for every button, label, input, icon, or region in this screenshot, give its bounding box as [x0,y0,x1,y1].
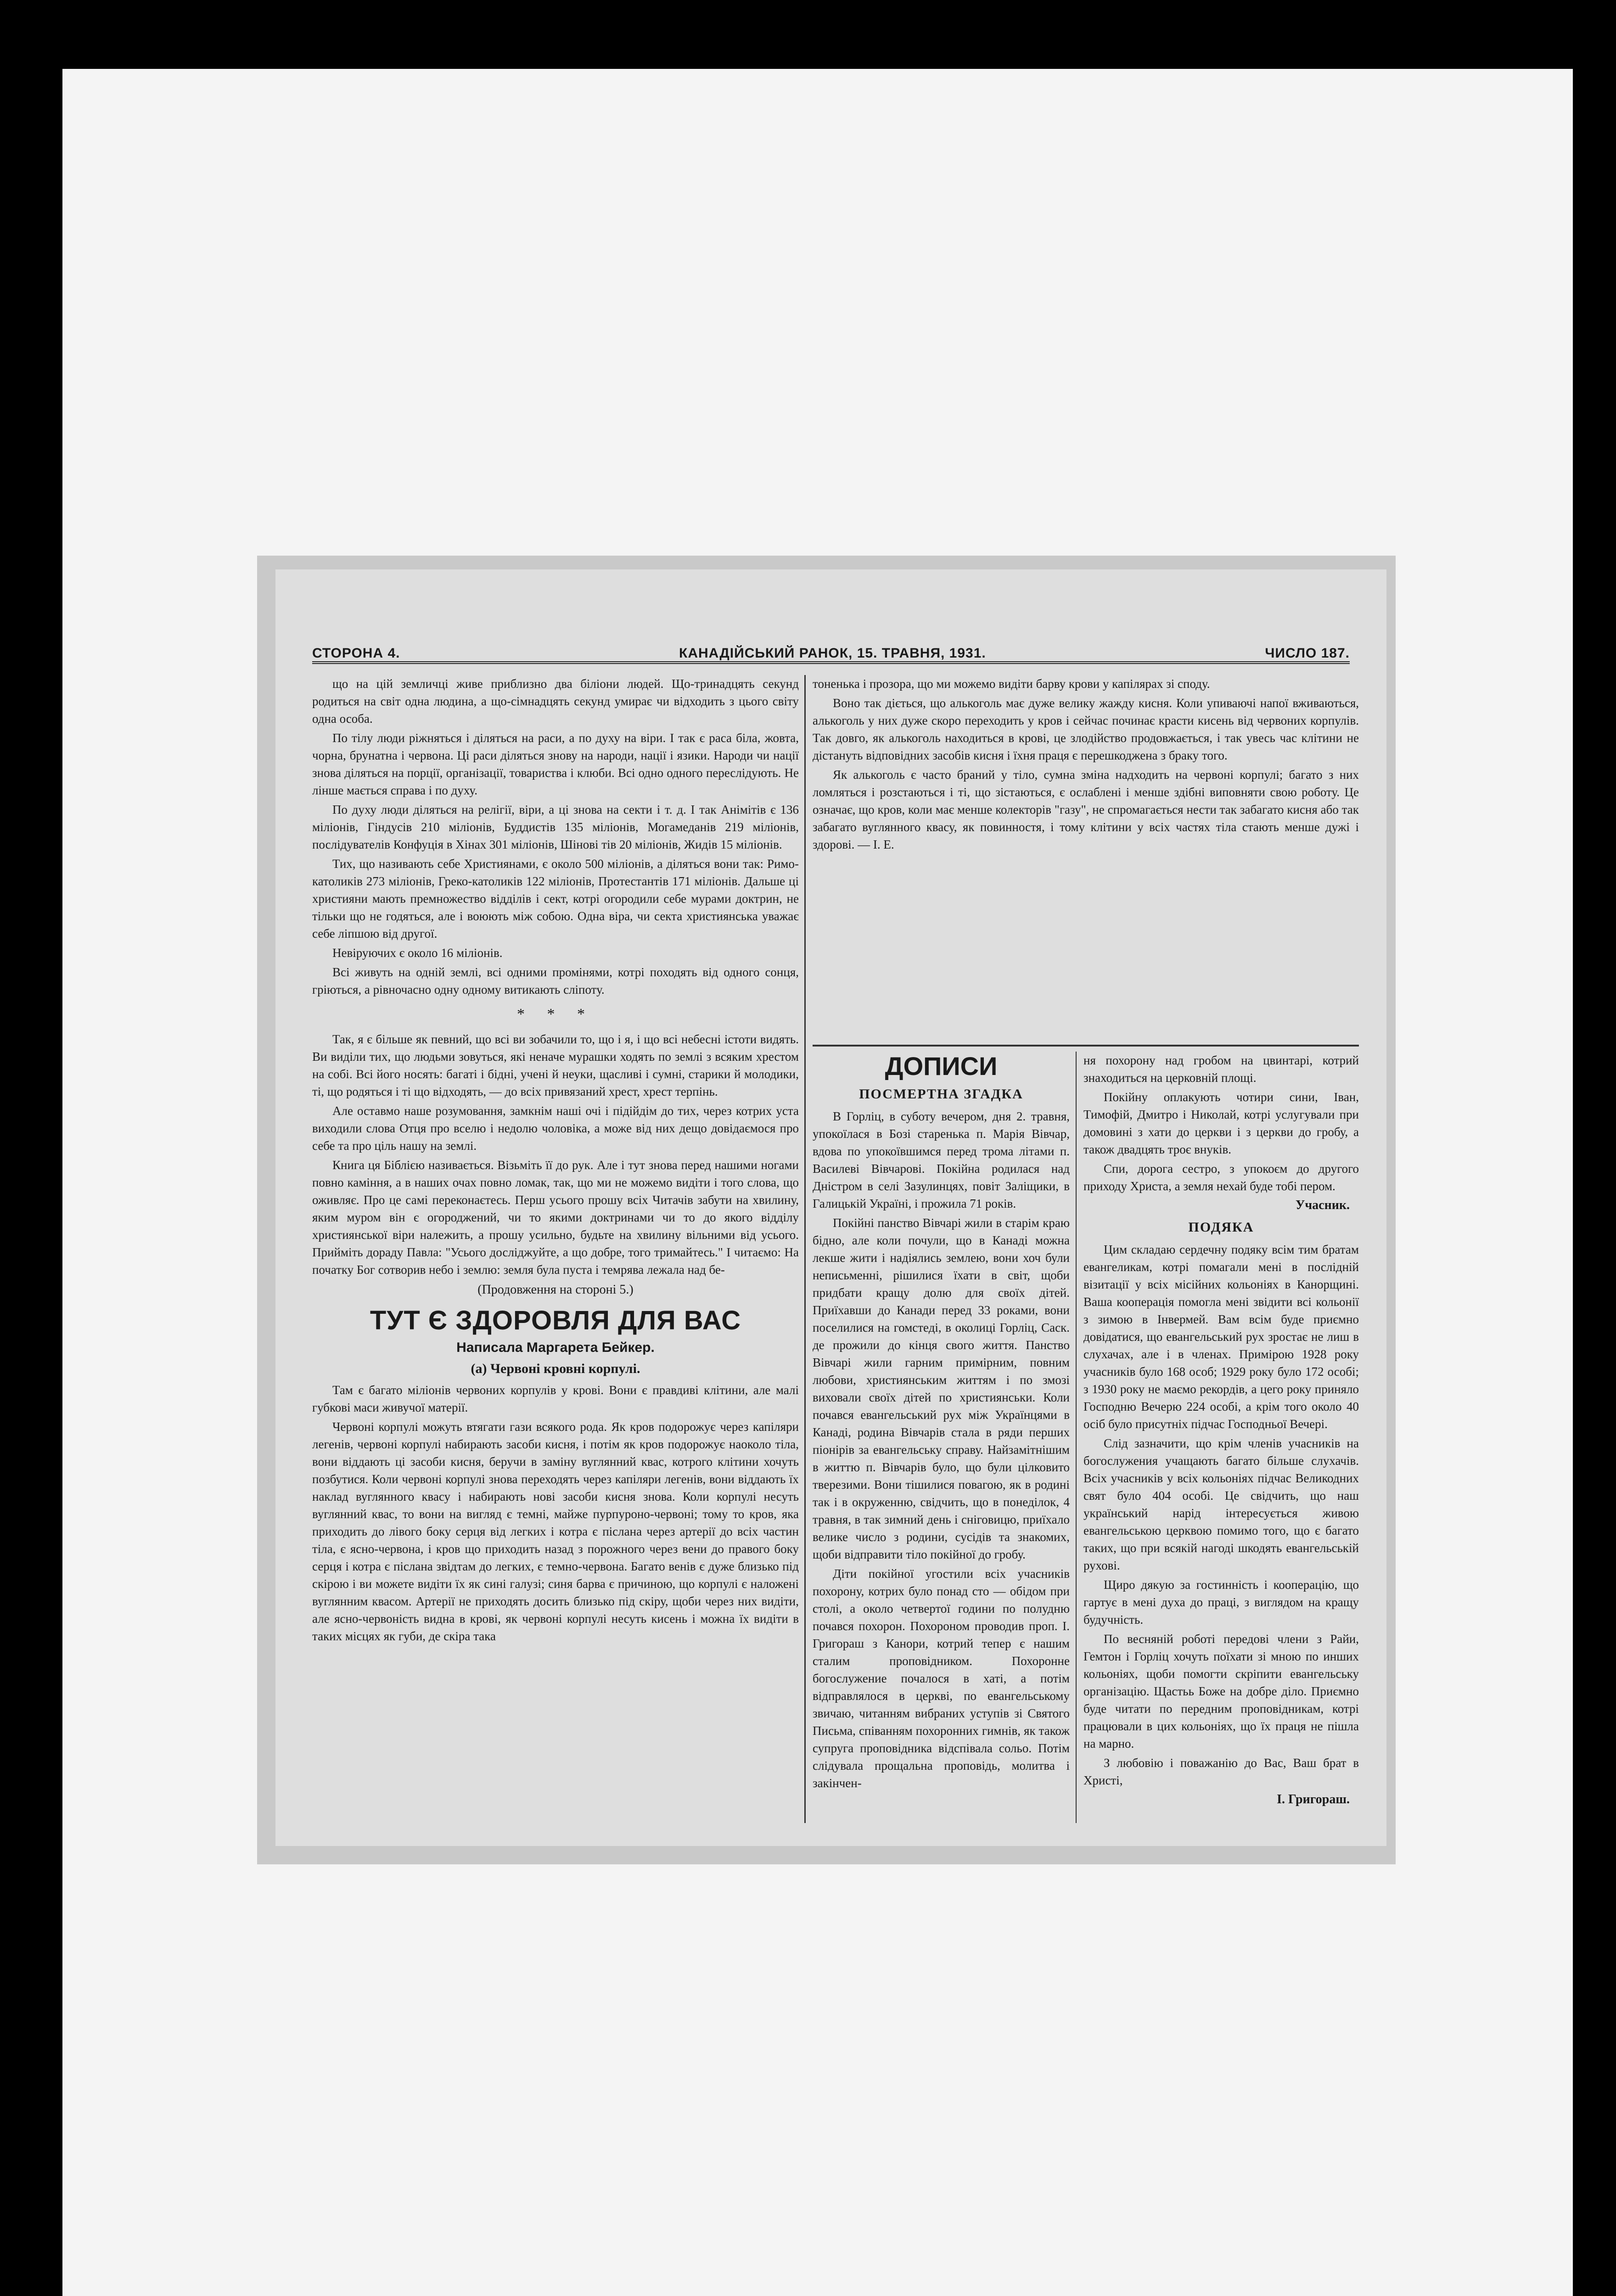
paragraph: Так, я є більше як певний, що всі ви зобачили то, що і я, і що всі небесні істоти видять. Ви виділи тих, що людьми зовуться, які неначе мурашки ходять по землі з всяким хрестом на собі. Всі його носять: багаті і бідні, учені й неуки, щасливі і сумні, старики й молодики, ті, що родяться і ті що відходять, — до всіх привязаний хрест, хрест терпінь. [312,1032,799,1098]
paragraph: Книга ця Біблією називається. Візьміть її до рук. Але і тут знова перед нашими ногами повно каміння, а в наших очах повно ломак, так, що ми не можемо видіти і того слова, що оживляє. Про це самі переконаєтесь. Перш усього прошу всіх Читачів забути на хвилину, яким муром він є огороджений, чи то якими доктринами чи то до якого відділу християнської віри належить, а прошу усильно, будьте на хвилину вільними від усього. Прийміть дораду Павла: "Усього досліджуйте, а що добре, того тримайтесь." І читаємо: На початку Бог сотворив небо і землю: земля була пуста і темрява лежала над бе- [312,1158,799,1277]
column-divider [1076,1052,1077,1823]
paragraph: ня похорону над гробом на цвинтарі, котрий знаходиться на церковній площі. [1083,1053,1359,1085]
paragraph: Червоні корпулі можуть втягати гази всякого рода. Як кров подорожує через капіляри легенів, червоні корпулі набирають засоби кисня, і потім як кров подорожує наоколо тіла, вони віддають ці засоби кисня, беручи в заміну вуглянний квас, котрого клітини хочуть позбутися. Коли червоні корпулі знова переходять через капіляри легенів, вони віддають їх наклад вуглянного квасу і набирають нові засоби кисня знова. Коли корпулі несуть вуглянний квас, то вони на вигляд є темні, майже пурпуроно-червоні; тому то кров, яка приходить до лівого боку серця від легких і котра є післана через артерії до всіх частин тіла, є ясно-червона, і кров що приходить назад з порожного через вени до правого боку серця і котра є післана звідтам до легких, є темно-червона. Багато венів є дуже близько під скірою і ви можете видіти їх як сині галузі; синя барва є причиною, що корпулі є наложені вуглянним квасом. Артерії не приходять досить близько під скіру, щоби через них видіти, але ясно-червоність видна в крові, як червоні корпулі несуть кисень і можна їх видіти в таких місцях як губи, де скіра така [312,1420,799,1643]
paragraph: Цим складаю сердечну подяку всім тим братам евангеликам, котрі помагали мені в послідній візитації у всіх місійних кольоніях в Канорщині. Ваша кооперація помогла мені звідити всі кольонії з зимою в Інвермей. Вам всім буде приємно довідатися, що евангельський рух зростає не лиш в слухачах, але і в членах. Примірою 1928 року учасників було 168 особ; 1929 року було 172 особі; з 1930 року не маємо рекордів, а цего року приняло Господню Вечерю 224 особі, а крім того около 40 осіб було присутніх підчас Господньої Вечері. [1083,1243,1359,1431]
paragraph: Тих, що називають себе Християнами, є около 500 міліонів, а діляться вони так: Римо-католиків 273 міліонів, Греко-католиків 122 міліонів, Протестантів 171 міліонів. Дальше ці християни мають премножество відділів і сект, котрі огородили себе мурами доктрин, не тільки що не годяться, але і воюють між собою. Одна віра, чи секта християнська уважає себе ліпшою від другої. [312,857,799,940]
issue-number: ЧИСЛО 187. [1265,646,1350,661]
paragraph: Як алькоголь є часто браний у тіло, сумна зміна надходить на червоні корпулі; багато з них ломляться і розстаються і ті, що зістаються, є ослаблені і менше здібні виповняти свою роботу. Це означає, що кров, коли має менше колекторів "газу", не спромагається нести так забагато кисня або так забагато вуглянного квасу, як повинностя, і тому клітини у всіх частях тіла стають менше дужі і здорові. — І. Е. [813,768,1359,851]
left-column [312,675,799,1823]
obituary-title: ПОСМЕРТНА ЗГАДКА [859,1086,1023,1102]
paragraph: Покійні панство Вівчарі жили в старім краю бідно, але коли почули, що в Канаді можна лекше жити і надіялись землею, вони хоч були неписьменні, рішилися їхати в світ, щоби придбати кращу долю для своїх дітей. Приїхавши до Канади перед 33 роками, вони поселилися на гомстеді, в околиці Горліц, Саск. де прожили до кінця свого життя. Панство Вівчарі жили гарним примірним, повним любови, християнським життям і по змозі виховали своїх дітей по християнськи. Коли почався евангельський рух між Українцями в Канаді, родина Вівчарів стала в ряди перших піонірів за евангельську справу. Найзамітнішим в життю п. Вівчарів було, що були цілковито тверезими. Вони тішилися повагою, як в родині так і в окруженню, свідчить, що в понеділок, 4 травня, в так зимний день і сніговицю, приїхало велике число з родини, сусідів та знакомих, щоби відправити тіло покійної до гробу. [813,1216,1070,1561]
newspaper-page [275,569,1386,1846]
column-divider [804,675,806,1823]
paragraph: Воно так діється, що алькоголь має дуже велику жажду кисня. Коли упиваючі напої вживаються, алькоголь у них дуже скоро переходить у кров і сейчас починає красти кисень від червоних корпулів. Так довго, як алькоголь находиться в крові, це злодійство продовжається, і так увесь час клітини не дістануть відповідних засобів кисня і їхня праця є перешкоджена з браку того. [813,696,1359,762]
paragraph: тоненька і прозора, що ми можемо видіти барву крови у капілярах зі споду. [813,677,1210,691]
paragraph: Невіруючих є около 16 міліонів. [332,946,503,960]
paragraph: Але оставмо наше розумовання, замкнім наші очі і підійдім до тих, через котрих уста виходили слова Отця про вселю і недолю чоловіка, а може від них дещо довідаємося про себе та про ціль нашу на землі. [312,1104,799,1153]
newspaper-title-date: КАНАДІЙСЬКИЙ РАНОК, 15. ТРАВНЯ, 1931. [679,646,986,661]
paragraph: По весняній роботі передові члени з Райи, Гемтон і Горліц хочуть поїхати зі мною по инших кольоніях, щоби помогти скріпити евангельську організацію. Щастьь Боже на добре діло. Приємно буде читати по передним проповідникам, котрі працювали в цих кольоніях, що їх праця не пішла на марно. [1083,1632,1359,1750]
paragraph: Слід зазначити, що крім членів учасників на богослужения учащають багато більше слухачів. Всіх учасників у всіх кольоніях підчас Великодних свят було 404 особі. Це свідчить, що наш український нарід інтересується живою евангельською церквою помимо того, що є багато таких, що при всякій нагоді шкодять евангельській рухові. [1083,1436,1359,1572]
paragraph: По тілу люди ріжняться і діляться на раси, а по духу на віри. І так є раса біла, жовта, чорна, брунатна і червона. Ці раси діляться знову на народи, нації і язики. Народи чи нації знова діляться на порції, організації, товариства і клюби. Всі одно одного переслідують. Не лінше мається справа і по духу. [312,731,799,797]
paragraph: Всі живуть на одній землі, всі одними промінями, котрі походять від одного сонця, гріються, а рівночасно одну одному витикають сліпоту. [312,965,799,996]
section-separator: * * * [517,1006,594,1023]
paragraph: Там є багато міліонів червоних корпулів у крові. Вони є правдиві клітини, але малі губкові маси живучої матерії. [312,1383,799,1414]
paragraph: Діти покійної угостили всіх учасників похорону, котрих було понад сто — обідом при столі, а около четвертої години по полудню почався похорон. Похороном проводив проп. І. Григораш з Канори, котрий тепер є нашим сталим проповідником. Похоронне богослужение почалося в хаті, а потім відправлялося в церкві, по евангельському звичаю, читанням вибраних уступів зі Святого Письма, співанням похоронних гимнів, як також супруга проповідника відспівала сольо. Потім слідувала прощальна проповідь, молитва і закінчен- [813,1567,1070,1790]
dopysy-column [813,1052,1070,1823]
right-top-column [813,675,1359,1038]
paragraph: Щиро дякую за гостинність і кооперацію, що гартує в мені духа до праці, з виглядом на кращу будучність. [1083,1578,1359,1626]
far-right-column [1083,1052,1359,1823]
paragraph: По духу люди діляться на релігії, віри, а ці знова на секти і т. д. І так Анімітів є 136 міліонів, Гіндусів 210 міліонів, Буддистів 135 міліонів, Могамеданів 219 міліонів, послідувателів Конфуція в Хінах 301 міліонів, Шінові тів 20 міліонів, Жидів 15 міліонів. [312,803,799,851]
page-number: СТОРОНА 4. [312,646,400,661]
thanks-title: ПОДЯКА [1188,1220,1254,1235]
continuation-note: (Продовження на стороні 5.) [477,1283,634,1297]
section-rule [813,1045,1359,1047]
paragraph: що на цій земличці живе приблизно два біліони людей. Що-тринадцять секунд родиться на світ одна людина, а що-сімнадцять секунд умирає чи відходить з цього світу одна особа. [312,677,799,726]
obituary-signature: Учасник. [1295,1198,1350,1212]
section-title: ДОПИСИ [885,1052,998,1080]
paragraph: Спи, дорога сестро, з упокоєм до другого приходу Христа, а земля нехай буде тобі пером. [1083,1162,1359,1193]
article-headline: ТУТ Є ЗДОРОВЛЯ ДЛЯ ВАС [370,1306,741,1335]
article-byline: Написала Маргарета Бейкер. [456,1340,655,1355]
paragraph: В Горліц, в суботу вечером, дня 2. травня, упокоїлася в Бозі старенька п. Марія Вівчар, вдова по упокоївшимся перед трома літами п. Василеві Вівчарові. Покійна родилася над Дністром в селі Зазулинцях, повіт Заліщики, в Галицькій Україні, і прожила 71 років. [813,1109,1070,1210]
paragraph: З любовію і поважанію до Вас, Ваш брат в Христі, [1083,1756,1359,1787]
masthead [312,634,1350,664]
paragraph: Покійну оплакують чотири сини, Іван, Тимофій, Дмитро і Николай, котрі услугували при домовині з хати до церкви і з церкви до гробу, а також двадцять троє внуків. [1083,1090,1359,1156]
article-subheading: (а) Червоні кровні корпулі. [471,1361,640,1376]
thanks-signature: І. Григораш. [1277,1792,1350,1806]
